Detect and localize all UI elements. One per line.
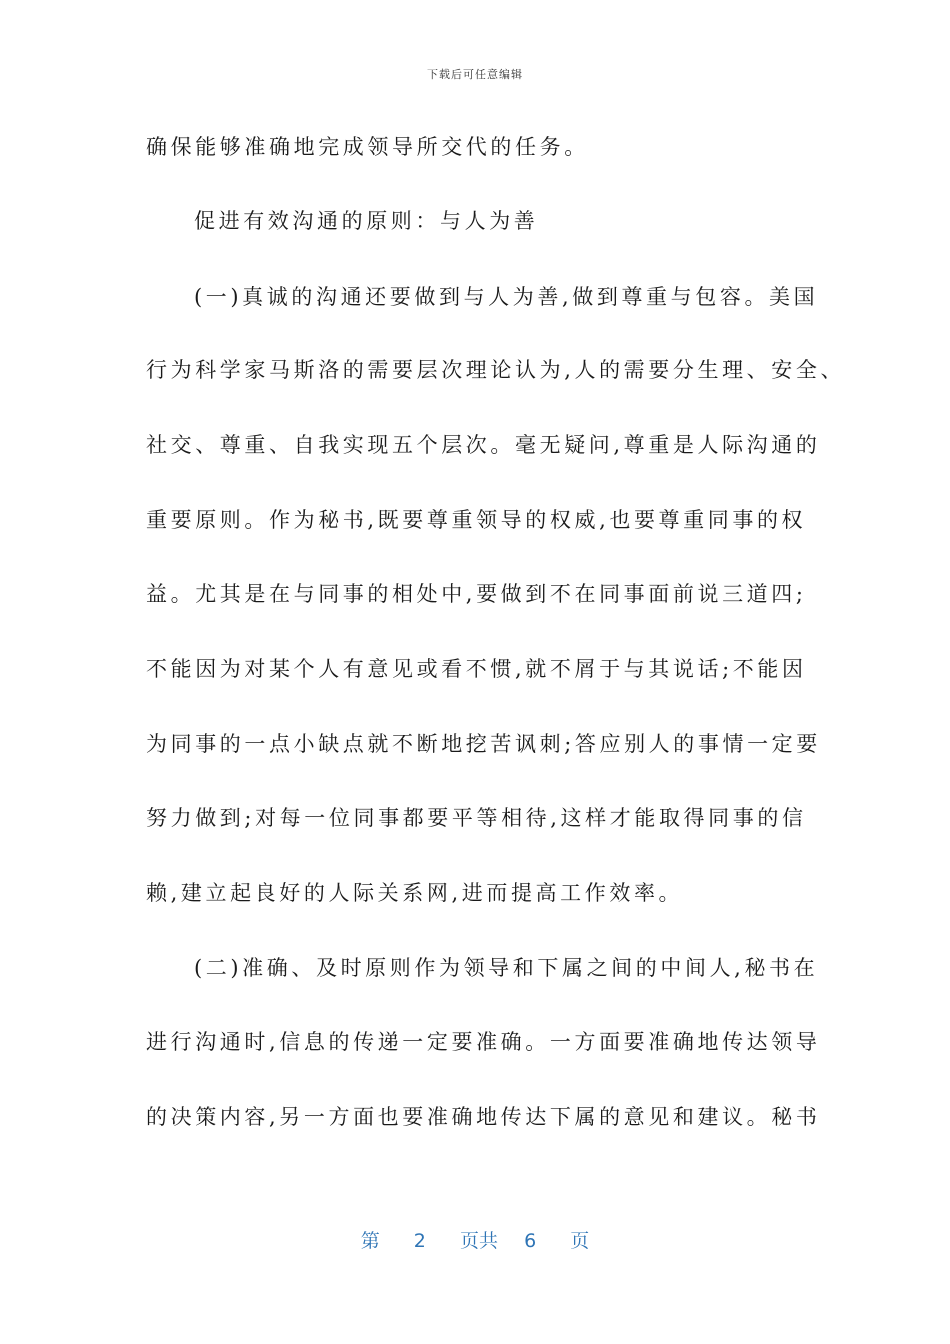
total-pages-number: 6 bbox=[524, 1230, 537, 1252]
footer-di: 第 bbox=[360, 1230, 380, 1252]
current-page-number: 2 bbox=[413, 1230, 426, 1252]
text-line: 益。尤其是在与同事的相处中,要做到不在同事面前说三道四; bbox=[146, 582, 807, 606]
text-line: 确保能够准确地完成领导所交代的任务。 bbox=[146, 135, 589, 159]
section-heading: 促进有效沟通的原则：与人为善 bbox=[194, 209, 539, 233]
text-line: 行为科学家马斯洛的需要层次理论认为,人的需要分生理、安全、 bbox=[146, 358, 846, 382]
text-line: 社交、尊重、自我实现五个层次。毫无疑问,尊重是人际沟通的 bbox=[146, 433, 821, 457]
footer-ye: 页 bbox=[570, 1230, 590, 1252]
page-header-note: 下载后可任意编辑 bbox=[427, 68, 523, 81]
text-line: 不能因为对某个人有意见或看不惯,就不屑于与其说话;不能因 bbox=[146, 657, 807, 681]
footer-ye-gong: 页共 bbox=[459, 1230, 498, 1252]
text-line: 的决策内容,另一方面也要准确地传达下属的意见和建议。秘书 bbox=[146, 1105, 821, 1129]
page-footer bbox=[0, 1226, 950, 1253]
text-line: 进行沟通时,信息的传递一定要准确。一方面要准确地传达领导 bbox=[146, 1030, 821, 1054]
text-line: 重要原则。作为秘书,既要尊重领导的权威,也要尊重同事的权 bbox=[146, 508, 807, 532]
text-line: 赖,建立起良好的人际关系网,进而提高工作效率。 bbox=[146, 881, 684, 905]
text-line: (一)真诚的沟通还要做到与人为善,做到尊重与包容。美国 bbox=[194, 285, 819, 309]
text-line: (二)准确、及时原则作为领导和下属之间的中间人,秘书在 bbox=[194, 956, 819, 980]
text-line: 努力做到;对每一位同事都要平等相待,这样才能取得同事的信 bbox=[146, 806, 807, 830]
text-line: 为同事的一点小缺点就不断地挖苦讽刺;答应别人的事情一定要 bbox=[146, 732, 821, 756]
